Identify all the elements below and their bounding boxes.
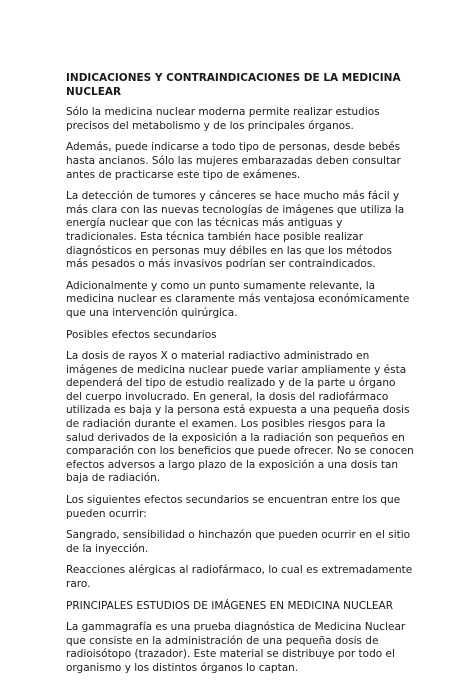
- document-content: [66, 72, 414, 684]
- paragraph-economic: Adicionalmente y como un punto sumamente relevante, la medicina nuclear es claramente más ventajosa económicamente que una intervención quirúrgica.: [66, 279, 410, 319]
- paragraph-allergic: Reacciones alérgicas al radiofármaco, lo cual es extremadamente raro.: [66, 564, 413, 590]
- paragraph-gammagraphy: La gammagrafía es una prueba diagnóstica de Medicina Nuclear que consiste en la administración de una pequeña dosis de radioisótopo (trazador). Este material se distribuye por todo el organismo y los distintos órganos lo captan.: [66, 621, 406, 674]
- paragraph-indications: Además, puede indicarse a todo tipo de personas, desde bebés hasta ancianos. Sólo las mujeres embarazadas deben consultar antes de practicarse este tipo de exámenes.: [66, 141, 401, 181]
- document-title: INDICACIONES Y CONTRAINDICACIONES DE LA MEDICINA NUCLEAR: [66, 72, 401, 98]
- paragraph-bleeding: Sangrado, sensibilidad o hinchazón que pueden ocurrir en el sitio de la inyección.: [66, 529, 411, 555]
- studies-heading: PRINCIPALES ESTUDIOS DE IMÁGENES EN MEDICINA NUCLEAR: [66, 599, 393, 612]
- paragraph-dose: La dosis de rayos X o material radiactivo administrado en imágenes de medicina nuclear puede variar ampliamente y ésta dependerá del tipo de estudio realizado y de la parte u órgano del cuerpo involucrado. En general, la dosis del radiofármaco utilizada es baja y la persona está expuesta a una pequeña dosis de radiación durante el examen. Los posibles riesgos para la salud derivados de la exposición a la radiación son pequeños en comparación con los beneficios que puede ofrecer. No se conocen efectos adversos a largo plazo de la exposición a una dosis tan baja de radiación.: [66, 350, 414, 485]
- side-effects-heading: Posibles efectos secundarios: [66, 328, 217, 341]
- paragraph-effects-intro: Los siguientes efectos secundarios se encuentran entre los que pueden ocurrir:: [66, 494, 401, 520]
- paragraph-detection: La detección de tumores y cánceres se hace mucho más fácil y más clara con las nuevas tecnologías de imágenes que utiliza la energía nuclear que con las técnicas más antiguas y tradicionales. Esta técnica también hace posible realizar diagnósticos en personas muy débiles en las que los métodos más pesados o más invasivos podrían ser contraindicados.: [66, 190, 405, 271]
- paragraph-intro: Sólo la medicina nuclear moderna permite realizar estudios precisos del metabolismo y de los principales órganos.: [66, 106, 380, 132]
